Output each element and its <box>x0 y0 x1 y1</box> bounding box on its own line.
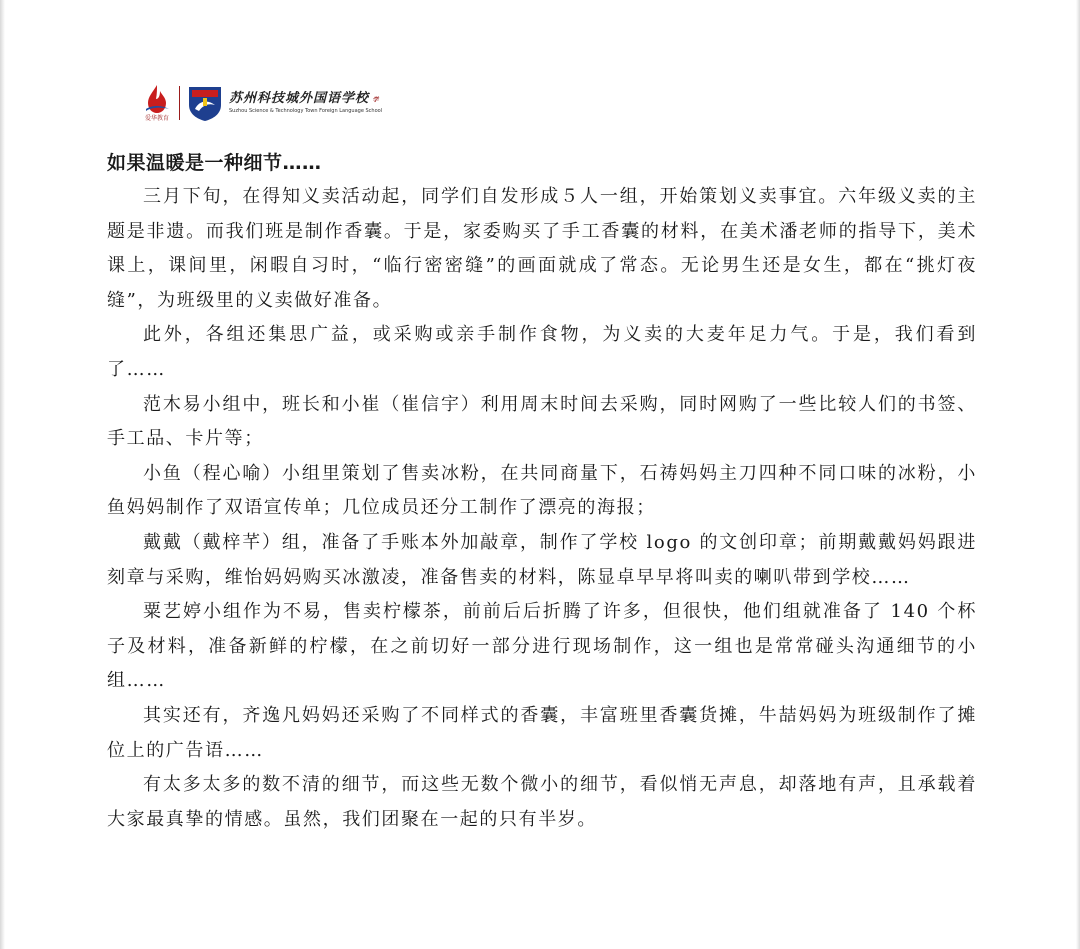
school-crest-icon <box>185 83 225 123</box>
paragraph: 戴戴（戴梓芊）组，准备了手账本外加敲章，制作了学校 logo 的文创印章；前期戴戴妈妈跟进刻章与采购，维怡妈妈购买冰激凌，准备售卖的材料，陈显卓早早将叫卖的喇叭带到学校…… <box>107 531 977 588</box>
page-edge-left <box>0 0 5 949</box>
school-name-block <box>229 91 382 115</box>
logo-caption: 爱华教育 <box>144 115 169 122</box>
flame-logo-icon <box>142 83 172 115</box>
school-name-cn <box>229 91 382 107</box>
page-edge-right <box>1076 0 1080 949</box>
logo-divider <box>179 86 180 120</box>
aihua-education-logo <box>138 83 176 123</box>
school-name-en: Suzhou Science & Technology Town Foreign Language School <box>229 108 383 114</box>
paragraph: 此外，各组还集思广益，或采购或亲手制作食物，为义卖的大麦年足力气。于是，我们看到了…… <box>107 324 977 380</box>
article-title: 如果温暖是一种细节…… <box>107 152 322 174</box>
paragraph: 有太多太多的数不清的细节，而这些无数个微小的细节，看似悄无声息，却落地有声，且承载着大家最真挚的情感。虽然，我们团聚在一起的只有半岁。 <box>107 774 977 830</box>
paragraph: 粟艺婷小组作为不易，售卖柠檬茶，前前后后折腾了许多，但很快，他们组就准备了 140 个杯子及材料，准备新鲜的柠檬，在之前切好一部分进行现场制作，这一组也是常常碰头沟通细节的小组…… <box>107 601 977 692</box>
paragraph: 三月下旬，在得知义卖活动起，同学们自发形成５人一组，开始策划义卖事宜。六年级义卖的主题是非遗。而我们班是制作香囊。于是，家委购买了手工香囊的材料，在美术潘老师的指导下，美术课上，课间里，闲暇自习时，“临行密密缝”的画面就成了常态。无论男生还是女生，都在“挑灯夜缝”，为班级里的义卖做好准备。 <box>107 186 977 311</box>
school-name-cn-text: 苏州科技城外国语学校 <box>229 91 370 106</box>
paragraph: 范木易小组中，班长和小崔（崔信宇）利用周末时间去采购，同时网购了一些比较人们的书签、手工品、卡片等； <box>107 393 977 450</box>
school-crest-logo <box>185 83 225 123</box>
school-seal: 学 <box>371 95 379 103</box>
paragraph: 其实还有，齐逸凡妈妈还采购了不同样式的香囊，丰富班里香囊货摊，牛喆妈妈为班级制作了摊位上的广告语…… <box>107 704 977 761</box>
paragraph: 小鱼（程心喻）小组里策划了售卖冰粉，在共同商量下，石祷妈妈主刀四种不同口味的冰粉，小鱼妈妈制作了双语宣传单；几位成员还分工制作了漂亮的海报； <box>107 462 977 519</box>
article <box>107 146 977 837</box>
document-header <box>138 82 382 124</box>
